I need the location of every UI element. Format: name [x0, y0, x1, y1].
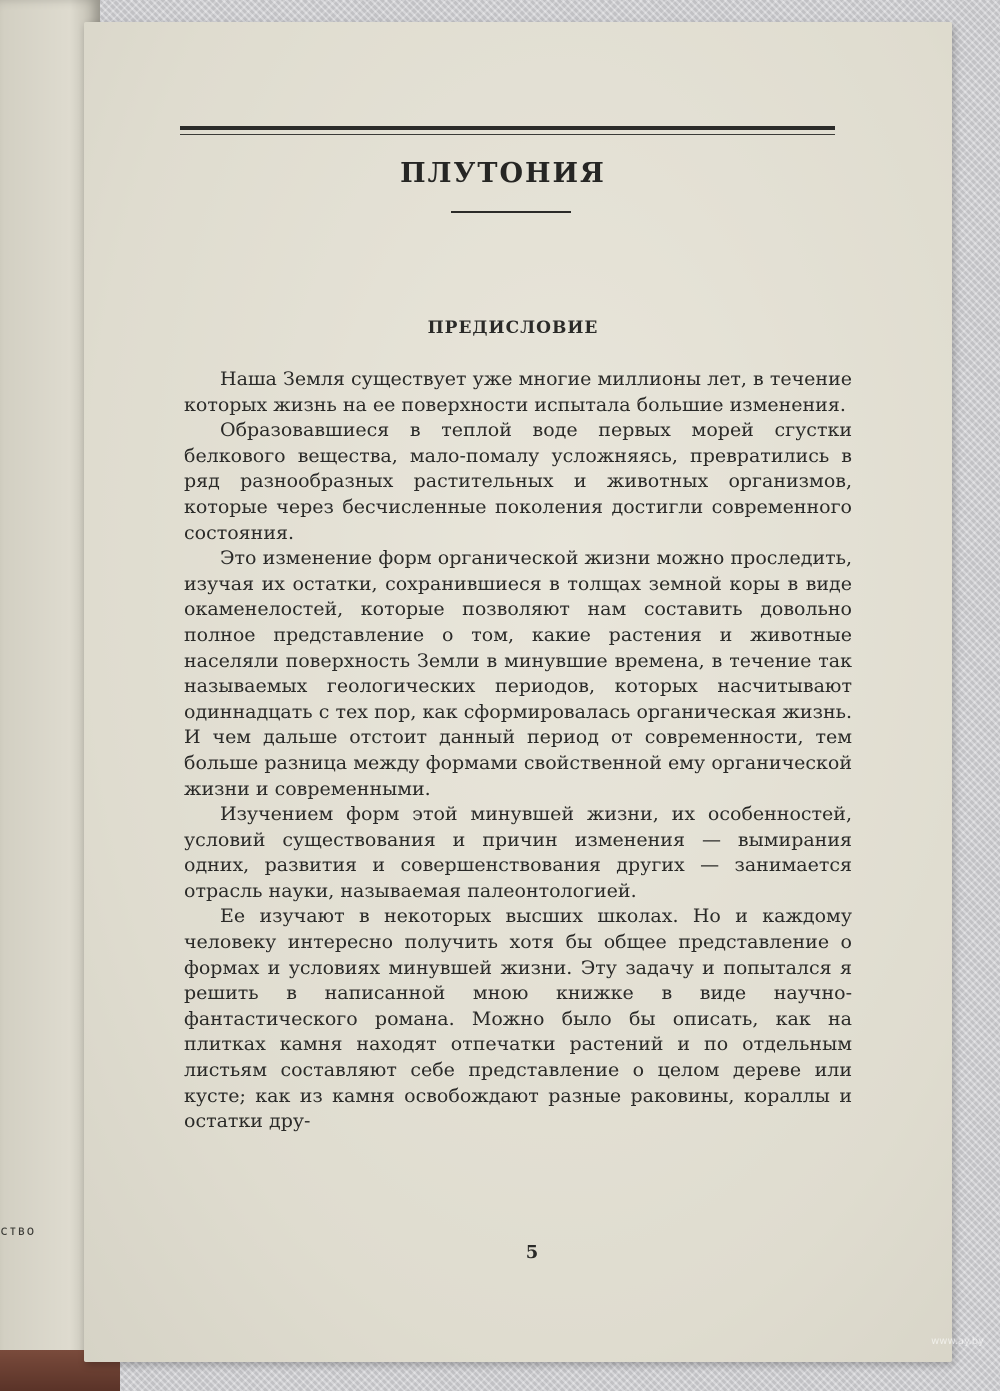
paragraph: Наша Земля существует уже многие миллионы лет, в течение которых жизнь на ее поверхности испытала большие изменения. [184, 368, 852, 416]
header-rule-thin [180, 134, 835, 135]
paragraph: Изучением форм этой минувшей жизни, их особенностей, условий существования и причин изменения — вымирания одних, развития и совершенствования других — занимается отрасль науки, называемая палеонтологией. [184, 803, 852, 902]
header-rule-thick [180, 126, 835, 130]
paragraph: Образовавшиеся в теплой воде первых морей сгустки белкового вещества, мало-помалу усложняясь, превратились в ряд разнообразных растительных и животных организмов, которые через бесчисленные поколения достигли современного состояния. [184, 419, 852, 544]
site-watermark: www.ay.by [931, 1336, 984, 1347]
title-underline [451, 211, 571, 213]
book-page [84, 22, 952, 1362]
page-number: 5 [525, 1242, 539, 1263]
page-title: ПЛУТОНИЯ [400, 158, 606, 189]
body-text [184, 367, 852, 1135]
section-heading: ПРЕДИСЛОВИЕ [427, 318, 599, 338]
paragraph: Ее изучают в некоторых высших школах. Но и каждому человеку интересно получить хотя бы общее представление о формах и условиях минувшей жизни. Эту задачу и попытался я решить в написанной мною книжке в виде научно-фантастического романа. Можно было бы описать, как на плитках камня находят отпечатки растений и по отдельным листьям составляют себе представление о целом дереве или кусте; как из камня освобождают разные раковины, кораллы и остатки дру- [184, 905, 852, 1133]
left-page-text-fragment: ство [0, 1224, 36, 1239]
paragraph: Это изменение форм органической жизни можно проследить, изучая их остатки, сохранившиеся в толщах земной коры в виде окаменелостей, которые позволяют нам составить довольно полное представление о том, какие растения и животные населяли поверхность Земли в минувшие времена, в течение так называемых геологических периодов, которых насчитывают одиннадцать с тех пор, как сформировалась органическая жизнь. И чем дальше отстоит данный период от современности, тем больше разница между формами свойственной ему органической жизни и современными. [184, 547, 852, 800]
